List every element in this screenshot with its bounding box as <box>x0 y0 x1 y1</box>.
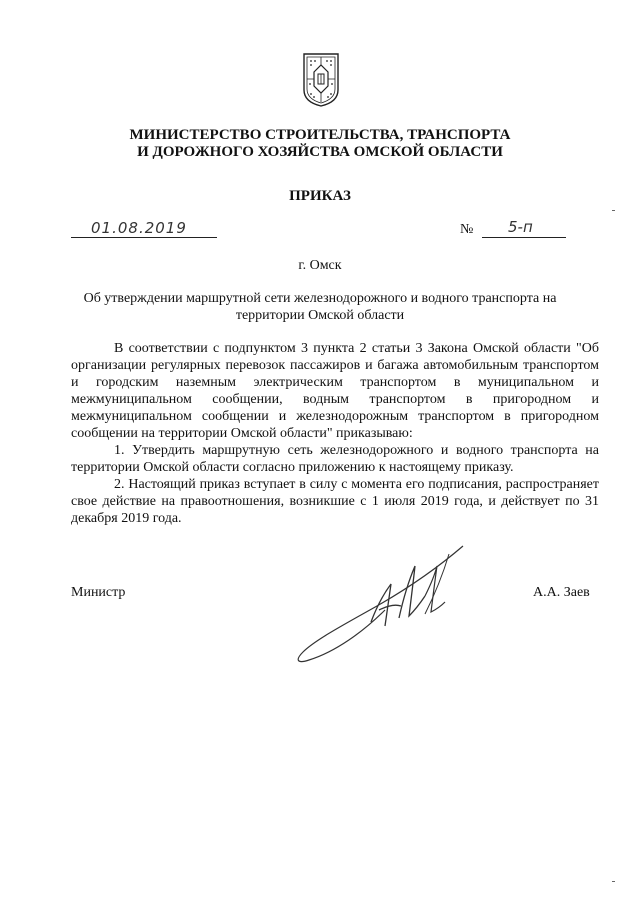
handwritten-date: 01.08.2019 <box>91 219 187 237</box>
preamble-paragraph: В соответствии с подпунктом 3 пункта 2 статьи 3 Закона Омской области "Об организации регулярных перевозок пассажиров и багажа автомобильным транспортом и городским наземным электрическим транспортом в муниципальном и межмуниципальном сообщении, водным транспортом в пригородном и межмуниципальном сообщении и железнодорожным транспортом в пригородном сообщении на территории Омской области" приказываю: <box>71 341 599 441</box>
item-2-paragraph: 2. Настоящий приказ вступает в силу с момента его подписания, распространяет свое действие на правоотношения, возникшие с 1 июля 2019 года, и действует по 31 декабря 2019 года. <box>71 477 599 526</box>
omsk-coat-of-arms-icon <box>301 50 341 108</box>
number-field <box>482 218 566 238</box>
city: г. Омск <box>298 258 342 273</box>
order-subject: Об утверждении маршрутной сети железнодорожного и водного транспорта на территории Омской области <box>83 291 557 323</box>
date-field <box>71 221 217 238</box>
scan-mark <box>612 881 615 882</box>
signatory-title: Министр <box>71 585 126 600</box>
order-body <box>71 340 599 527</box>
ministry-name-line2: И ДОРОЖНОГО ХОЗЯЙСТВА ОМСКОЙ ОБЛАСТИ <box>137 144 503 160</box>
scan-mark <box>612 210 615 211</box>
handwritten-signature-icon <box>285 540 485 665</box>
number-sign: № <box>460 222 474 237</box>
signatory-name: А.А. Заев <box>533 585 590 600</box>
ministry-name-line1: МИНИСТЕРСТВО СТРОИТЕЛЬСТВА, ТРАНСПОРТА <box>129 127 511 143</box>
document-type: ПРИКАЗ <box>289 188 351 204</box>
item-1-paragraph: 1. Утвердить маршрутную сеть железнодорожного и водного транспорта на территории Омской области согласно приложению к настоящему приказу. <box>71 443 599 475</box>
handwritten-number: 5-п <box>508 218 533 236</box>
